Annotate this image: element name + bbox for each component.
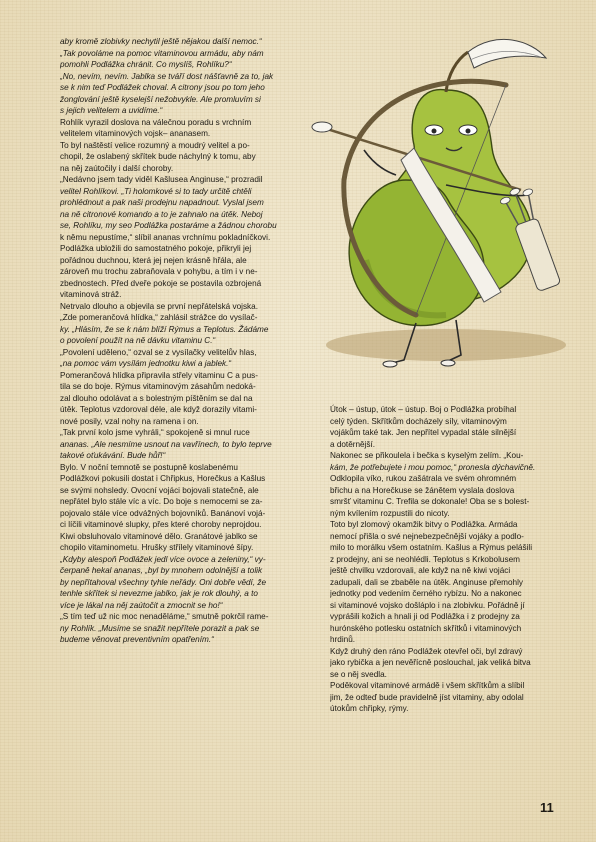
text-line: Pomerančová hlídka připravila střely vitaminu C a pus-: [60, 370, 258, 380]
text-line: „Tak první kolo jsme vyhráli,“ spokojeně si mnul ruce: [60, 428, 250, 437]
text-line: milo to morálku všem ostatním. Kašlus a Rýmus pelášili: [330, 543, 533, 552]
text-line: útěk. Teplotus vzdoroval déle, ale když dorazily vitami-: [60, 405, 257, 414]
text-line: Podlážkovi pokusili dostat i Chřipkus, Horečkus a Kašlus: [60, 474, 266, 483]
pear-archer-svg: [296, 30, 586, 400]
text-line: pojovalo stále více odvážných bojovníků. Banánoví vojá-: [60, 508, 266, 518]
pear-archer-illustration: [296, 30, 586, 400]
text-line: „na pomoc vám vysílám jednotku kiwi a jablek.“: [60, 359, 232, 368]
text-line: vyprášili kožich a hnali ji od Podlážka i z prodejny za: [330, 612, 520, 621]
text-line: velitelem vitaminových vojsk– ananasem.: [60, 129, 211, 138]
text-line: smršť vitaminu C. Trefila se dokonale! Oba se s bolest-: [330, 497, 530, 506]
text-line: útokům chřipky, rýmy.: [330, 704, 409, 713]
text-line: „Tak povoláme na pomoc vitaminovou armádu, aby nám: [60, 48, 264, 58]
ground-shadow: [326, 329, 566, 361]
text-line: jednotky pod vedením černého rybízu. No a nakonec: [330, 589, 522, 598]
text-line: ným kvílením rozpustili do nicoty.: [330, 508, 450, 518]
right-text-column: [330, 404, 536, 715]
pear-stem: [446, 52, 468, 92]
text-line: z prodejny, ani se neohlédli. Teplotus s Krkobolusem: [330, 554, 520, 564]
text-line: Bylo. V noční temnotě se postupně koslabenému: [60, 462, 238, 472]
text-line: velitel Rohlíkovi. „Ti holomkové si to tady určitě chtěli: [60, 186, 252, 196]
text-line: zadupali, dali se zbaběle na útěk. Anginuse přemohly: [330, 577, 523, 587]
text-line: Poděkoval vitaminové armádě i všem skřítkům a slíbil: [330, 681, 525, 690]
text-line: „Nedávno jsem tady viděl Kašlusea Anginuse,“ prozradil: [60, 175, 263, 184]
feather: [468, 39, 546, 68]
text-line: pomohli Podlážka chránit. Co myslíš, Rohlíku?“: [60, 60, 232, 69]
text-line: více je lákal na něj zaútočit a zmocnit se ho!“: [60, 600, 223, 610]
text-line: čerpaně hekal ananas, „byl by mnohem odolnější a tolik: [60, 566, 263, 575]
text-line: chopil, že oslabený skřítek bude náchylný k tomu, aby: [60, 152, 256, 161]
text-line: Podlážka ubložili do samostatného pokoje, přikryli jej: [60, 244, 252, 253]
text-line: aby kromě zlobivky nechytil ještě nějakou další nemoc.“: [60, 37, 262, 46]
left-text-column: [60, 36, 298, 646]
text-line: Toto byl zlomový okamžik bitvy o Podlážka. Armáda: [330, 520, 518, 529]
foot-right: [441, 360, 455, 366]
text-line: kám, že potřebujete i mou pomoc,“ pronesla dýchavičně.: [330, 462, 536, 472]
text-line: celý týden. Skřítkům docházely síly, vitaminovým: [330, 416, 507, 426]
text-line: prohlédnout a pak naši prodejnu napadnout. Vyslal jsem: [60, 198, 264, 207]
text-line: „No, nevím, nevím. Jablka se tváří dost nášťavně za to, jak: [60, 71, 274, 81]
text-line: se, Rohlíku, my seo Podlážka postaráme a žádnou chorobu: [60, 221, 277, 230]
text-line: zároveň mu trochu zabraňovala v pohybu, a tím i v ne-: [60, 267, 258, 276]
text-line: hurónského potlesku ostatních skřítků i vitaminových: [330, 623, 522, 633]
text-line: jako rybička a jen nevěřícně poslouchal, jak veliká bitva: [330, 658, 531, 667]
text-line: zal dlouho odolávat a s bolestným píštěním se dal na: [60, 393, 253, 403]
right-pupil: [466, 129, 471, 134]
text-line: se k nim teď Podlážek choval. A citrony jsou po tom jeho: [60, 83, 265, 92]
text-line: takové oťukávání. Bude hůř!“: [60, 451, 166, 460]
text-line: Netrvalo dlouho a objevila se první nepřátelská vojska.: [60, 301, 258, 311]
text-line: Nakonec se přikoulela i bečka s kyselým zelím. „Kou-: [330, 451, 524, 460]
text-line: chopilo vitaminometu. Hrušky střílely vitaminové šípy.: [60, 543, 254, 552]
left-pupil: [432, 129, 437, 134]
text-line: Kiwi obsluhovalo vitaminové dělo. Granátové jablko se: [60, 531, 258, 541]
text-line: na něj zaútočily i další choroby.: [60, 163, 174, 173]
text-line: jim, že odteď bude pravidelně jíst vitaminy, aby odolal: [330, 692, 524, 702]
text-line: „Kdyby alespoň Podlážek jedl více ovoce a zeleniny,“ vy-: [60, 554, 266, 564]
text-line: hrdinů.: [330, 635, 356, 644]
page-number: 11: [540, 800, 554, 815]
text-line: by nepřítahoval všechny tyhle neřády. Oni dobře vědí, že: [60, 577, 267, 587]
text-line: ananas. „Ale nesmíme usnout na vavřínech, to bylo teprve: [60, 439, 272, 449]
text-line: ještě chvilku vzdorovali, ale když na ně kiwi vojáci: [330, 566, 511, 575]
text-line: vitaminová stráž.: [60, 290, 122, 299]
text-line: Odklopila víko, rukou zašátrala ve svém ohromném: [330, 474, 517, 483]
text-line: zbednostech. Před dveře pokoje se postavila ozbrojená: [60, 278, 262, 288]
text-line: budeme věnovat preventivním opatřením.“: [60, 635, 214, 644]
text-line: tenhle skřítek si nevezme jablko, jak je rok dlouhý, a to: [60, 589, 258, 598]
text-line: tila se do boje. Rýmus vitaminovým zásahům nedoká-: [60, 382, 256, 391]
text-line: vojákům také tak. Jen nepřítel vypadal stále silnější: [330, 428, 517, 437]
text-line: a dotěrnější.: [330, 439, 376, 449]
text-line: na ně citronové komando a to je zahnalo na útěk. Neboj: [60, 209, 263, 219]
text-line: „Povolení uděleno,“ ozval se z vysílačky velitelův hlas,: [60, 347, 257, 357]
text-line: o povolení použít na ně dávku vitaminu C.“: [60, 336, 216, 345]
text-line: nové posily, vzal nohy na ramena i on.: [60, 416, 199, 426]
text-line: se svými nohsledy. Ovocní vojáci bojovali statečně, ale: [60, 485, 259, 495]
text-line: ny Rohlík. „Musíme se snažit nepřítele porazit a pak se: [60, 623, 260, 633]
text-line: ky. „Hlásím, že se k nám blíží Rýmus a Teplotus. Žádáme: [60, 324, 269, 334]
foot-left: [383, 361, 397, 367]
text-line: „Zde pomerančová hlídka,“ zahlásil strážce do vysílač-: [60, 313, 258, 322]
text-line: „S tím teď už nic moc nenaděláme,“ smutně pokrčil rame-: [60, 612, 269, 621]
text-line: Rohlík vyrazil doslova na válečnou poradu s vrchním: [60, 117, 252, 127]
text-line: žonglování ještě kyselejší nežobvykle. Ale promluvím si: [60, 94, 261, 104]
text-line: To byl naštěstí velice rozumný a moudrý velitel a po-: [60, 140, 250, 150]
text-line: k němu nepustíme,“ slíbil ananas vrchnímu pokladníčkovi.: [60, 232, 271, 242]
text-line: pořádnou duchnou, která jej nejen krásně hřála, ale: [60, 255, 247, 265]
text-line: nepřátel bylo stále víc a víc. Do boje s nemocemi se za-: [60, 497, 263, 506]
text-line: si vitaminové vojsko došláplo i na zlobivku. Pořádně jí: [330, 600, 525, 610]
text-line: ci líčili vitaminové slupky, přes které choroby neprojdou.: [60, 520, 262, 529]
text-line: nemocí přišla o své nejnebezpečnější vojáky a podlo-: [330, 531, 524, 541]
arrow-tip: [312, 122, 332, 132]
text-line: se o něj svedla.: [330, 669, 387, 679]
arm-left: [364, 150, 396, 175]
text-line: Když druhý den ráno Podlážek otevřel oči, byl zdravý: [330, 646, 523, 656]
text-line: břichu a na Horečkuse se žánětem vyslala doslova: [330, 485, 515, 495]
text-line: s jejich velitelem a uvidíme.“: [60, 106, 163, 115]
text-line: Útok – ústup, útok – ústup. Boj o Podlážka probíhal: [330, 405, 517, 414]
